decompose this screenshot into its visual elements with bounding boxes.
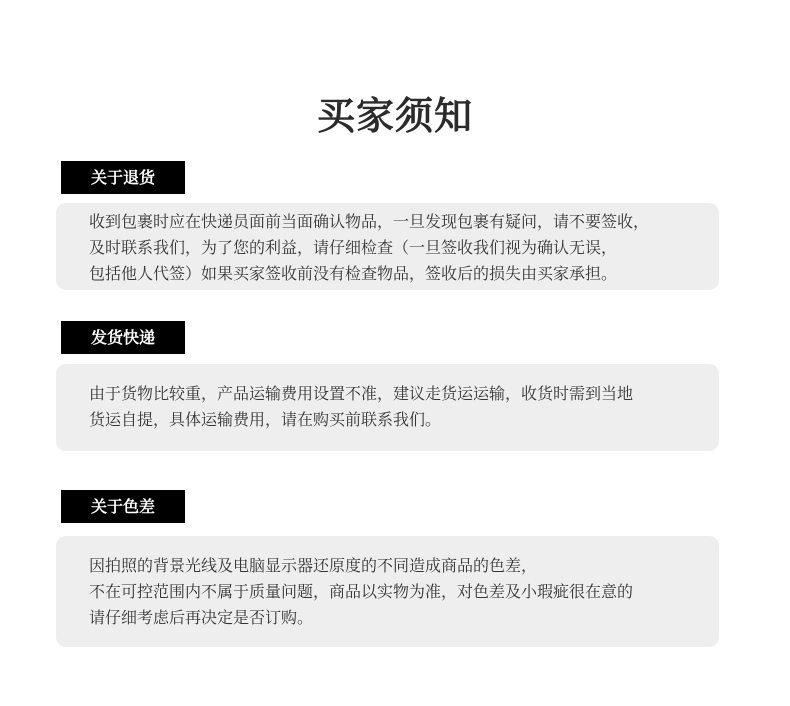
page-title: 买家须知 <box>316 94 473 138</box>
section-text-line: 不在可控范围内不属于质量问题，商品以实物为准，对色差及小瑕疵很在意的 <box>89 582 634 601</box>
section-label-shipping: 发货快递 <box>61 321 185 354</box>
section-text-line: 货运自提，具体运输费用，请在购买前联系我们。 <box>89 410 442 429</box>
section-text-line: 请仔细考虑后再决定是否订购。 <box>89 608 314 627</box>
section-text-line: 因拍照的背景光线及电脑显示器还原度的不同造成商品的色差， <box>89 556 538 575</box>
section-text-line: 及时联系我们，为了您的利益，请仔细检查（一旦签收我们视为确认无误， <box>89 238 618 257</box>
section-box-returns <box>56 203 719 290</box>
section-box-color-difference <box>56 536 719 647</box>
section-label-returns: 关于退货 <box>61 161 185 194</box>
section-text-line: 由于货物比较重，产品运输费用设置不准，建议走货运运输，收货时需到当地 <box>89 384 634 403</box>
section-box-shipping <box>56 364 719 451</box>
section-label-color-difference: 关于色差 <box>61 490 185 523</box>
section-text-line: 收到包裹时应在快递员面前当面确认物品，一旦发现包裹有疑问，请不要签收， <box>89 212 650 231</box>
section-text-line: 包括他人代签）如果买家签收前没有检查物品，签收后的损失由买家承担。 <box>89 264 618 283</box>
